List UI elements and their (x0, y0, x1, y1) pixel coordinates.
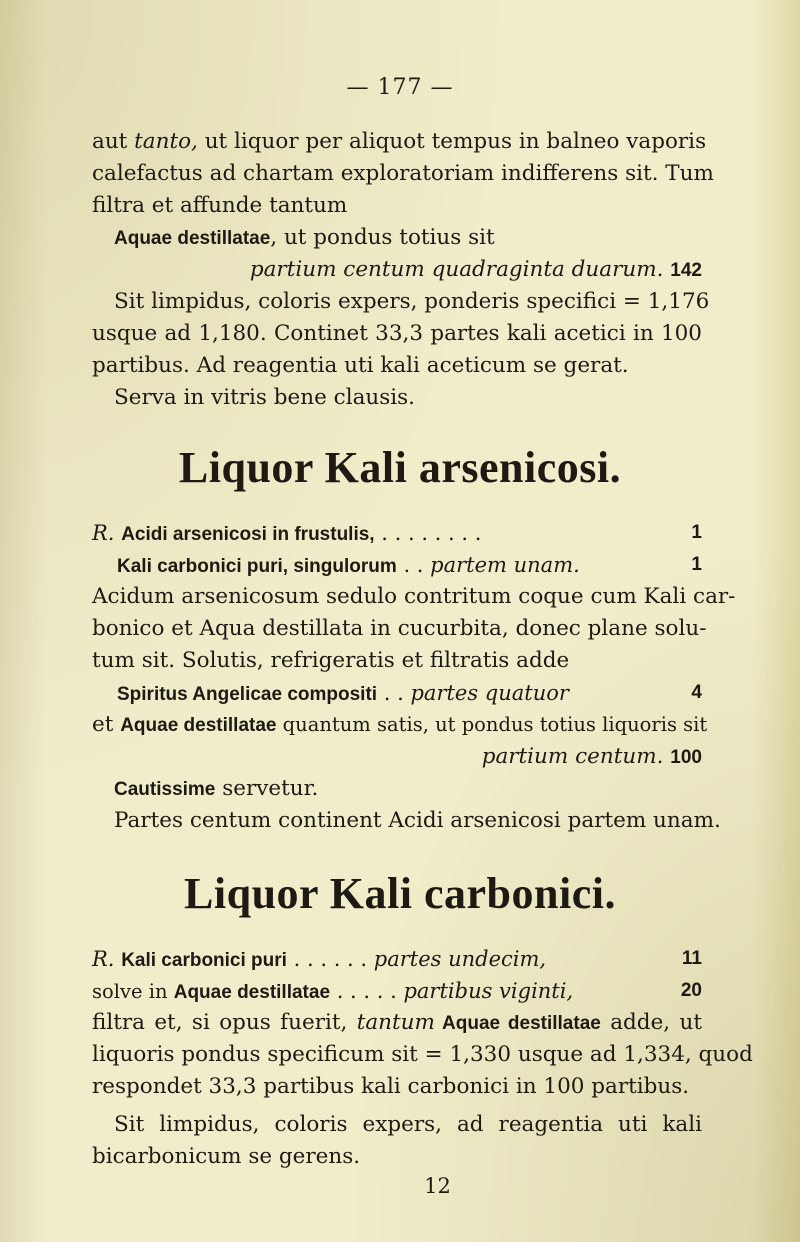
section-heading: Liquor Kali carbonici. (184, 869, 616, 918)
section-heading: Liquor Kali arsenicosi. (178, 443, 622, 492)
text-line: Acidum arsenicosum sedulo contritum coque cum Kali car- (92, 584, 736, 609)
text-line: Aquae destillatae, ut pondus totius sit (114, 225, 495, 250)
text-line: et Aquae destillatae quantum satis, ut pondus totius liquoris sit (92, 712, 708, 737)
book-page: — 177 — aut tanto, ut liquor per aliquot tempus in balneo vaporis calefactus ad chartam exploratoriam indifferens sit. Tum filtra et affunde tantum Aquae destillatae, ut pondus totius sit partium centum quadraginta duarum. 142 Sit limpidus, coloris expers, ponderis specifici = 1,176 usque ad 1,180. Continet 33,3 partes kali acetici in 100 partibus. Ad reagentia uti kali aceticum se gerat. Serva in vitris bene clausis. Liquor Kali arsenicosi. R. Acidi arsenicosi in frustulis, . . . . . . . . 1 Kali carbonici puri, singulorum . . partem unam. 1 Acidum arsenicosum sedulo contritum coque cum Kali car- bonico et Aqua destillata in cucurbita, donec plane solu- tum sit. Solutis, refrigeratis et filtratis adde Spiritus Angelicae compositi . . partes quatuor 4 et Aquae destillatae quantum satis, ut pondus totius liquoris sit partium centum. 100 Cautissime servetur. Partes centum continent Acidi arsenicosi partem unam. Liquor Kali carbonici. R. Kali carbonici puri . . . . . . partes undecim, 11 solve in Aquae destillatae . . . . . partibus viginti, 20 filtra et, si opus fuerit, tantum Aquae destillatae adde, ut liquoris pondus specificum sit = 1,330 usque ad 1,334, quod respondet 33,3 partibus kali carbonici in 100 partibus. Sit limpidus, coloris expers, ad reagentia uti kali bicarbonicum se gerens. 12 (0, 0, 800, 1242)
text-line: Sit limpidus, coloris expers, ad reagentia uti kali (114, 1112, 702, 1137)
text-line: calefactus ad chartam exploratoriam indifferens sit. Tum (92, 161, 714, 186)
text-line: usque ad 1,180. Continet 33,3 partes kali acetici in 100 (92, 321, 702, 346)
text-line: partibus. Ad reagentia uti kali aceticum se gerat. (92, 353, 629, 378)
text-line: partium centum. 100 (481, 744, 702, 769)
text-line: filtra et affunde tantum (92, 193, 348, 218)
text-line: bicarbonicum se gerens. (92, 1144, 361, 1169)
signature-mark: 12 (424, 1174, 451, 1198)
text-line: respondet 33,3 partibus kali carbonici in 100 partibus. (92, 1074, 690, 1099)
text-line: Serva in vitris bene clausis. (114, 385, 416, 410)
text-line: liquoris pondus specificum sit = 1,330 usque ad 1,334, quod (92, 1042, 753, 1067)
text-line: bonico et Aqua destillata in cucurbita, donec plane solu- (92, 616, 707, 641)
text-line: Cautissime servetur. (114, 776, 319, 801)
text-line: filtra et, si opus fuerit, tantum Aquae destillatae adde, ut (92, 1010, 702, 1035)
text-line: tum sit. Solutis, refrigeratis et filtratis adde (92, 648, 570, 673)
page-number: — 177 — (346, 75, 454, 100)
text-line: Partes centum continent Acidi arsenicosi partem unam. (114, 808, 721, 833)
text-line: Sit limpidus, coloris expers, ponderis specifici = 1,176 (114, 289, 710, 314)
text-line: partium centum quadraginta duarum. 142 (249, 257, 702, 282)
text-line: aut tanto, ut liquor per aliquot tempus in balneo vaporis (92, 129, 707, 154)
